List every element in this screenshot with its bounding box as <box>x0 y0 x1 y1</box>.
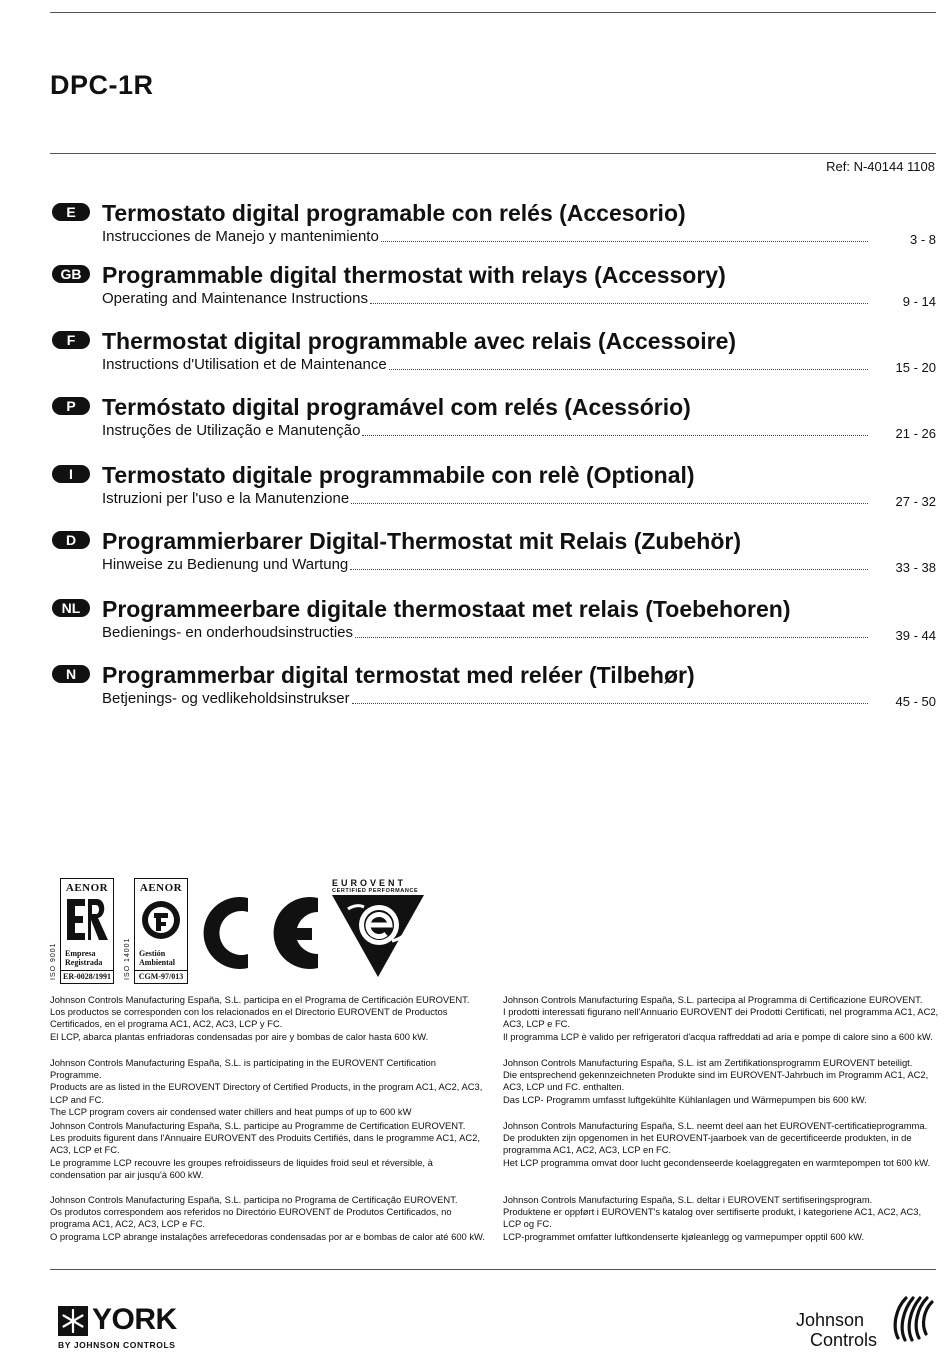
entry-title: Thermostat digital programmable avec relais (Accessoire) <box>102 328 737 354</box>
dot-leader <box>352 702 868 704</box>
entry-subtitle-row <box>102 356 872 373</box>
aenor-code: CGM-97/013 <box>135 970 187 983</box>
cert-text-line: Johnson Controls Manufacturing España, S.L. deltar i EUROVENT sertifiseringsprogram. <box>503 1194 873 1205</box>
dot-leader <box>381 240 868 242</box>
york-logo <box>58 1304 203 1350</box>
toc-entry-p[interactable] <box>50 394 936 448</box>
language-badge: P <box>52 397 90 415</box>
entry-pages: 21 - 26 <box>895 426 936 441</box>
cert-text-no <box>503 1194 939 1243</box>
entry-pages: 45 - 50 <box>895 694 936 709</box>
cert-text-it <box>503 994 939 1043</box>
toc-entry-gb[interactable] <box>50 262 936 316</box>
entry-subtitle-row <box>102 624 872 641</box>
entry-title: Programmeerbare digitale thermostaat met relais (Toebehoren) <box>102 596 791 622</box>
toc-entry-i[interactable] <box>50 462 936 516</box>
cert-text-line: Johnson Controls Manufacturing España, S.L. ist am Zertifikationsprogramm EUROVENT beteiligt. <box>503 1057 913 1068</box>
cert-text-line: Le programme LCP recouvre les groupes refroidisseurs de liquides froid seul et réversible, à condensation par air jusqu'à 600 kW. <box>50 1156 433 1180</box>
entry-title: Termostato digitale programmabile con relè (Optional) <box>102 462 695 488</box>
jc-wordmark-line1: Johnson <box>796 1310 865 1330</box>
entry-subtitle: Bedienings- en onderhoudsinstructies <box>102 624 353 641</box>
johnson-controls-logo <box>790 1290 940 1350</box>
toc-entry-f[interactable] <box>50 328 936 382</box>
cert-text-line: Johnson Controls Manufacturing España, S.L. participa no Programa de Certificação EUROVENT. <box>50 1194 458 1205</box>
entry-pages: 15 - 20 <box>895 360 936 375</box>
dot-leader <box>351 502 868 504</box>
cert-text-line: Johnson Controls Manufacturing España, S.L. participe au Programme de Certification EUROVENT. <box>50 1120 466 1131</box>
aenor-name-line2: Ambiental <box>139 958 175 967</box>
entry-subtitle-row <box>102 556 872 573</box>
language-badge: F <box>52 331 90 349</box>
cert-text-line: The LCP program covers air condensed water chillers and heat pumps of up to 600 kW <box>50 1105 412 1117</box>
entry-title: Programmerbar digital termostat med reléer (Tilbehør) <box>102 662 695 688</box>
aenor-name-line2: Registrada <box>65 958 103 967</box>
toc-entry-es[interactable] <box>50 200 936 254</box>
jc-wordmark-line2: Controls <box>810 1330 878 1350</box>
language-badge: NL <box>52 599 90 617</box>
snowflake-icon <box>58 1306 88 1336</box>
toc-entry-d[interactable] <box>50 528 936 582</box>
cert-text-line: Produktene er oppført i EUROVENT's katalog over sertifiserte produkt, i kategoriene AC1, AC2, AC3, LCP og FC. <box>503 1206 922 1230</box>
cert-text-es <box>50 994 486 1043</box>
entry-title: Programmable digital thermostat with relays (Accessory) <box>102 262 726 288</box>
cert-text-line: Il programma LCP è valido per refrigeratori d'acqua raffreddati ad aria e pompe di calore sino a 600 kW. <box>503 1030 933 1042</box>
entry-pages: 3 - 8 <box>909 232 936 247</box>
entry-title: Termostato digital programable con relés (Accesorio) <box>102 200 686 226</box>
entry-subtitle: Instruções de Utilização e Manutenção <box>102 422 361 439</box>
entry-pages: 27 - 32 <box>895 494 936 509</box>
environment-mark-icon <box>135 896 187 946</box>
aenor-gestion-logo <box>134 878 188 984</box>
entry-subtitle: Instrucciones de Manejo y mantenimiento <box>102 228 379 245</box>
aenor-name-line1: Empresa <box>65 949 96 958</box>
header-rule <box>50 153 936 154</box>
cert-text-line: Het LCP programma omvat door lucht gecondenseerde koelaggregaten en warmtepompen tot 600 kW. <box>503 1156 931 1168</box>
language-badge: N <box>52 665 90 683</box>
cert-text-line: Les produits figurent dans l'Annuaire EUROVENT des Produits Certifiés, dans le programme AC1, AC2, AC3, LCP et FC. <box>50 1132 480 1156</box>
cert-text-line: LCP-programmet omfatter luftkondenserte kjøleanlegg og varmepumper opptil 600 kW. <box>503 1230 865 1242</box>
entry-subtitle: Hinweise zu Bedienung und Wartung <box>102 556 349 573</box>
iso-14001-label: ISO 14001 <box>124 937 131 980</box>
aenor-name-line1: Gestión <box>139 949 166 958</box>
jc-swirl-icon <box>890 1290 938 1348</box>
cert-text-de <box>503 1057 939 1106</box>
reference-number: Ref: N-40144 1108 <box>826 159 935 174</box>
cert-text-line: Products are as listed in the EUROVENT Directory of Certified Products, in the program AC1, AC2, AC3, LCP and FC. <box>50 1081 483 1105</box>
cert-text-line: Johnson Controls Manufacturing España, S.L. is participating in the EUROVENT Certification Programme. <box>50 1057 436 1081</box>
cert-text-line: Das LCP- Programm umfasst luftgekühlte Kühlanlagen und Wärmepumpen bis 600 kW. <box>503 1093 867 1105</box>
entry-subtitle: Operating and Maintenance Instructions <box>102 290 368 307</box>
aenor-er-logo <box>60 878 114 984</box>
entry-subtitle: Istruzioni per l'uso e la Manutenzione <box>102 490 350 507</box>
cert-text-pt <box>50 1194 486 1243</box>
ce-mark-icon <box>200 888 325 978</box>
cert-text-fr <box>50 1120 486 1181</box>
language-badge: GB <box>52 265 90 283</box>
dot-leader <box>389 368 868 370</box>
dot-leader <box>350 568 868 570</box>
entry-subtitle-row <box>102 290 872 307</box>
toc-entry-nl[interactable] <box>50 596 936 650</box>
york-byline: BY JOHNSON CONTROLS <box>58 1340 176 1350</box>
er-mark-icon <box>61 896 113 946</box>
cert-text-line: Los productos se corresponden con los relacionados en el Directorio EUROVENT de Productos Certificados, en el programa AC1, AC2, AC3, LCP y FC. <box>50 1006 448 1030</box>
cert-text-line: I prodotti interessati figurano nell'Annuario EUROVENT dei Prodotti Certificati, nel programma AC1, AC2, AC3, LCP e FC. <box>503 1006 939 1030</box>
aenor-code: ER-0028/1991 <box>63 972 111 981</box>
footer-rule <box>50 1269 936 1270</box>
entry-subtitle-row <box>102 422 872 439</box>
toc-entry-n[interactable] <box>50 662 936 716</box>
dot-leader <box>362 434 868 436</box>
cert-text-line: Die entsprechend gekennzeichneten Produkte sind im EUROVENT-Jahrbuch im Programm AC1, AC2, AC3, LCP und FC. enthalten. <box>503 1069 929 1093</box>
entry-pages: 39 - 44 <box>895 628 936 643</box>
iso-9001-label: ISO 9001 <box>50 942 57 980</box>
cert-text-line: De produkten zijn opgenomen in het EUROVENT-jaarboek van de gecertificeerde produkten, in de programma AC1, AC2, AC3, LCP en FC. <box>503 1132 912 1156</box>
cert-text-line: Johnson Controls Manufacturing España, S.L. partecipa al Programma di Certificazione EUROVENT. <box>503 994 923 1005</box>
entry-subtitle: Betjenings- og vedlikeholdsinstrukser <box>102 690 350 707</box>
york-wordmark: YORK <box>92 1303 177 1336</box>
dot-leader <box>355 636 868 638</box>
cert-text-line: El LCP, abarca plantas enfriadoras condensadas por aire y bombas de calor hasta 600 kW. <box>50 1030 429 1042</box>
cert-text-line: O programa LCP abrange instalações arrefecedoras condensadas por ar e bombas de calor até 600 kW. <box>50 1230 485 1242</box>
top-rule <box>50 12 936 13</box>
eurovent-name: EUROVENT <box>332 878 407 888</box>
eurovent-tagline: CERTIFIED PERFORMANCE <box>332 888 419 894</box>
dot-leader <box>370 302 868 304</box>
entry-title: Termóstato digital programável com relés (Acessório) <box>102 394 691 420</box>
entry-pages: 33 - 38 <box>895 560 936 575</box>
language-badge: E <box>52 203 90 221</box>
cert-text-line: Johnson Controls Manufacturing España, S.L. participa en el Programa de Certificación EUROVENT. <box>50 994 470 1005</box>
cert-text-line: Johnson Controls Manufacturing España, S.L. neemt deel aan het EUROVENT-certificatieprogramma. <box>503 1120 928 1131</box>
aenor-header: AENOR <box>65 882 109 894</box>
aenor-header: AENOR <box>139 882 183 894</box>
cert-text-en <box>50 1057 486 1118</box>
eurovent-logo-icon <box>332 895 424 980</box>
document-title: DPC-1R <box>50 70 154 100</box>
entry-subtitle-row <box>102 490 872 507</box>
entry-pages: 9 - 14 <box>902 294 936 309</box>
certification-logos <box>50 868 450 988</box>
cert-text-line: Os produtos correspondem aos referidos no Directório EUROVENT de Produtos Certificados, no programa AC1, AC2, AC3, LCP e FC. <box>50 1206 452 1230</box>
entry-subtitle-row <box>102 690 872 707</box>
entry-title: Programmierbarer Digital-Thermostat mit Relais (Zubehör) <box>102 528 742 554</box>
language-badge: I <box>52 465 90 483</box>
language-badge: D <box>52 531 90 549</box>
entry-subtitle-row <box>102 228 872 245</box>
cert-text-nl <box>503 1120 939 1169</box>
entry-subtitle: Instructions d'Utilisation et de Maintenance <box>102 356 387 373</box>
